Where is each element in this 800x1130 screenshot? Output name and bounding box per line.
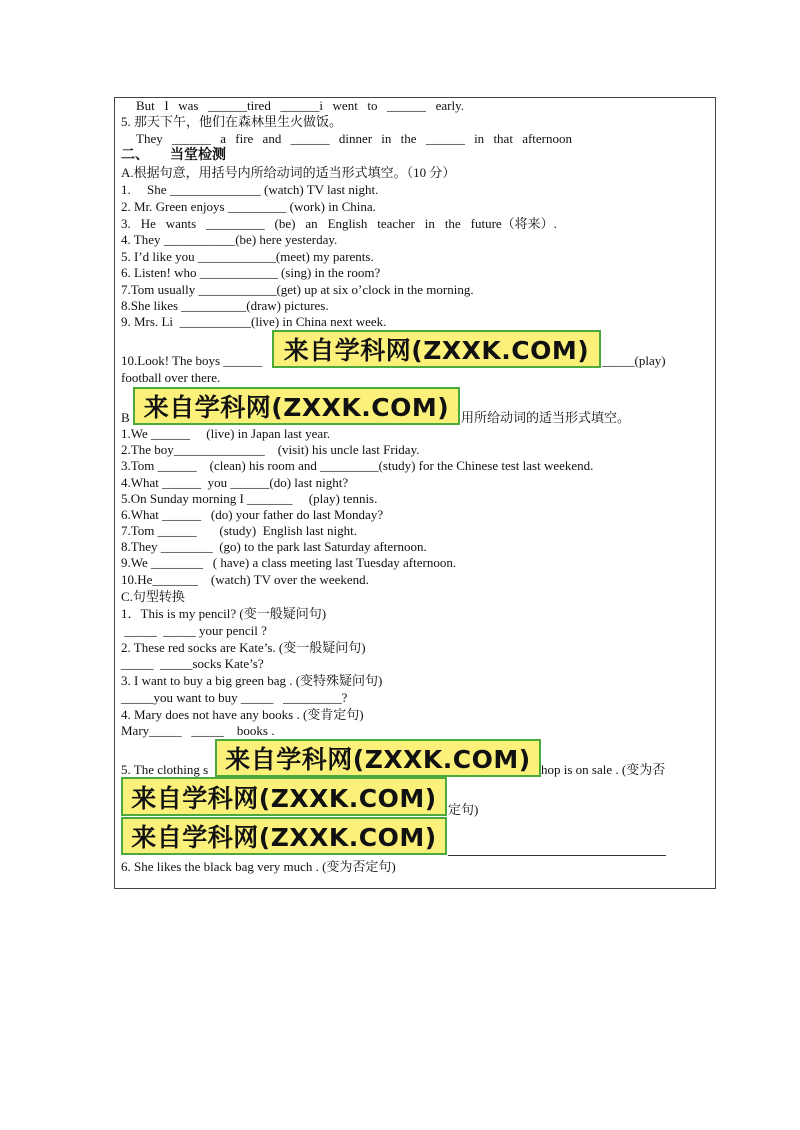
partB-item-4: 4.What ______ you ______(do) last night? bbox=[121, 475, 349, 490]
partC-line-6: _____you want to buy _____ _________? bbox=[121, 690, 348, 705]
partC-item-5-left: 5. The clothing s bbox=[121, 762, 209, 777]
watermark-stamp: 来自学科网(ZXXK.COM) bbox=[272, 330, 601, 368]
watermark-stamp: 来自学科网(ZXXK.COM) bbox=[133, 387, 460, 425]
top-line-3-word: ______ bbox=[425, 131, 465, 146]
partB-item-6: 6.What ______ (do) your father do last Monday? bbox=[121, 507, 384, 522]
partA-item-10-cont: football over there. bbox=[121, 370, 221, 385]
watermark-stamp: 来自学科网(ZXXK.COM) bbox=[121, 777, 447, 816]
partC-item-6: 6. She likes the black bag very much . (变为否定句) bbox=[121, 859, 396, 874]
top-line-3-word: fire bbox=[235, 131, 254, 146]
watermark-stamp: 来自学科网(ZXXK.COM) bbox=[121, 817, 447, 855]
top-line-1-word: went bbox=[332, 98, 358, 113]
partA-item-8: 8.She likes __________(draw) pictures. bbox=[121, 298, 329, 313]
top-line-3-word: in bbox=[474, 131, 485, 146]
top-line-3-word: that bbox=[493, 131, 513, 146]
partC-item-5-right: hop is on sale . (变为否 bbox=[541, 762, 666, 777]
top-line-1-word: early. bbox=[435, 98, 464, 113]
top-line-3-word: the bbox=[400, 131, 417, 146]
top-line-1 bbox=[136, 98, 464, 114]
top-line-1-word: ______tired bbox=[208, 98, 271, 113]
partA-item-3-word: (be) bbox=[274, 216, 296, 231]
partB-item-5: 5.On Sunday morning I _______ (play) tennis. bbox=[121, 491, 378, 506]
watermark-stamp: 来自学科网(ZXXK.COM) bbox=[215, 739, 541, 777]
partB-title-left: B bbox=[121, 410, 130, 425]
top-line-3-word: afternoon bbox=[522, 131, 572, 146]
partA-item-10-left: 10.Look! The boys ______ bbox=[121, 353, 263, 368]
top-line-1-word: But bbox=[136, 98, 155, 113]
top-line-3-word: a bbox=[220, 131, 226, 146]
partA-item-10-right: _____(play) bbox=[602, 353, 666, 368]
partB-item-1: 1.We ______ (live) in Japan last year. bbox=[121, 426, 331, 441]
top-line-3-word: in bbox=[381, 131, 392, 146]
top-line-1-word: ______i bbox=[280, 98, 323, 113]
partA-item-2: 2. Mr. Green enjoys _________ (work) in China. bbox=[121, 199, 376, 214]
partA-item-3-word: teacher bbox=[377, 216, 415, 231]
top-line-3-word: ______ bbox=[171, 131, 211, 146]
partA-item-3 bbox=[121, 216, 557, 232]
partA-item-3-word: English bbox=[327, 216, 368, 231]
partA-item-7: 7.Tom usually ____________(get) up at six o’clock in the morning. bbox=[121, 282, 474, 297]
partB-item-8: 8.They ________ (go) to the park last Saturday afternoon. bbox=[121, 539, 427, 554]
partA-item-3-word: He bbox=[140, 216, 156, 231]
top-line-3 bbox=[136, 131, 572, 147]
partA-item-3-word: an bbox=[305, 216, 318, 231]
partA-item-1: 1. She ______________ (watch) TV last night. bbox=[121, 182, 379, 197]
partC-line-3: 2. These red socks are Kate’s. (变一般疑问句) bbox=[121, 640, 366, 655]
partB-item-2: 2.The boy______________ (visit) his uncle last Friday. bbox=[121, 442, 420, 457]
partC-item-5-cont: 定句) bbox=[448, 802, 479, 817]
partB-item-7: 7.Tom ______ (study) English last night. bbox=[121, 523, 357, 538]
partA-item-3-word: the bbox=[444, 216, 461, 231]
partA-item-9: 9. Mrs. Li ___________(live) in China next week. bbox=[121, 314, 387, 329]
top-line-3-word: and bbox=[262, 131, 282, 146]
partC-title: C.句型转换 bbox=[121, 589, 185, 604]
partC-line-2: _____ _____ your pencil ? bbox=[121, 623, 267, 638]
top-line-3-word: dinner bbox=[338, 131, 373, 146]
partB-item-3: 3.Tom ______ (clean) his room and _________(study) for the Chinese test last weekend. bbox=[121, 458, 594, 473]
top-line-1-word: to bbox=[367, 98, 378, 113]
partB-title-right: 用所给动词的适当形式填空。 bbox=[461, 410, 631, 425]
answer-rule bbox=[448, 855, 666, 856]
partA-item-3-word: wants bbox=[165, 216, 197, 231]
top-line-1-word: I bbox=[164, 98, 169, 113]
partC-line-8: Mary_____ _____ books . bbox=[121, 723, 275, 738]
section-heading: 二、 当堂检测 bbox=[121, 148, 226, 163]
top-line-3-word: ______ bbox=[290, 131, 330, 146]
partC-line-1: 1．This is my pencil? (变一般疑问句) bbox=[121, 606, 327, 621]
partA-item-6: 6. Listen! who ____________ (sing) in the room? bbox=[121, 265, 381, 280]
partB-item-10: 10.He_______ (watch) TV over the weekend. bbox=[121, 572, 369, 587]
partC-line-5: 3. I want to buy a big green bag . (变特殊疑问句) bbox=[121, 673, 383, 688]
partA-item-3-word: _________ bbox=[206, 216, 265, 231]
partA-item-3-word: in bbox=[424, 216, 435, 231]
top-line-3-word: They bbox=[136, 131, 163, 146]
partA-item-5: 5. I’d like you ____________(meet) my parents. bbox=[121, 249, 374, 264]
partA-item-3-word: future（将来）. bbox=[470, 216, 557, 231]
partB-item-9: 9.We ________ ( have) a class meeting last Tuesday afternoon. bbox=[121, 555, 457, 570]
partA-item-3-word: 3. bbox=[121, 216, 131, 231]
partA-title: A.根据句意，用括号内所给动词的适当形式填空。（10 分） bbox=[121, 165, 456, 180]
partA-item-4: 4. They ___________(be) here yesterday. bbox=[121, 232, 338, 247]
partC-line-4: _____ _____socks Kate’s? bbox=[121, 656, 264, 671]
partC-line-7: 4. Mary does not have any books . (变肯定句) bbox=[121, 707, 364, 722]
top-line-1-word: was bbox=[178, 98, 199, 113]
top-line-2: 5. 那天下午，他们在森林里生火做饭。 bbox=[121, 114, 343, 129]
top-line-1-word: ______ bbox=[387, 98, 427, 113]
